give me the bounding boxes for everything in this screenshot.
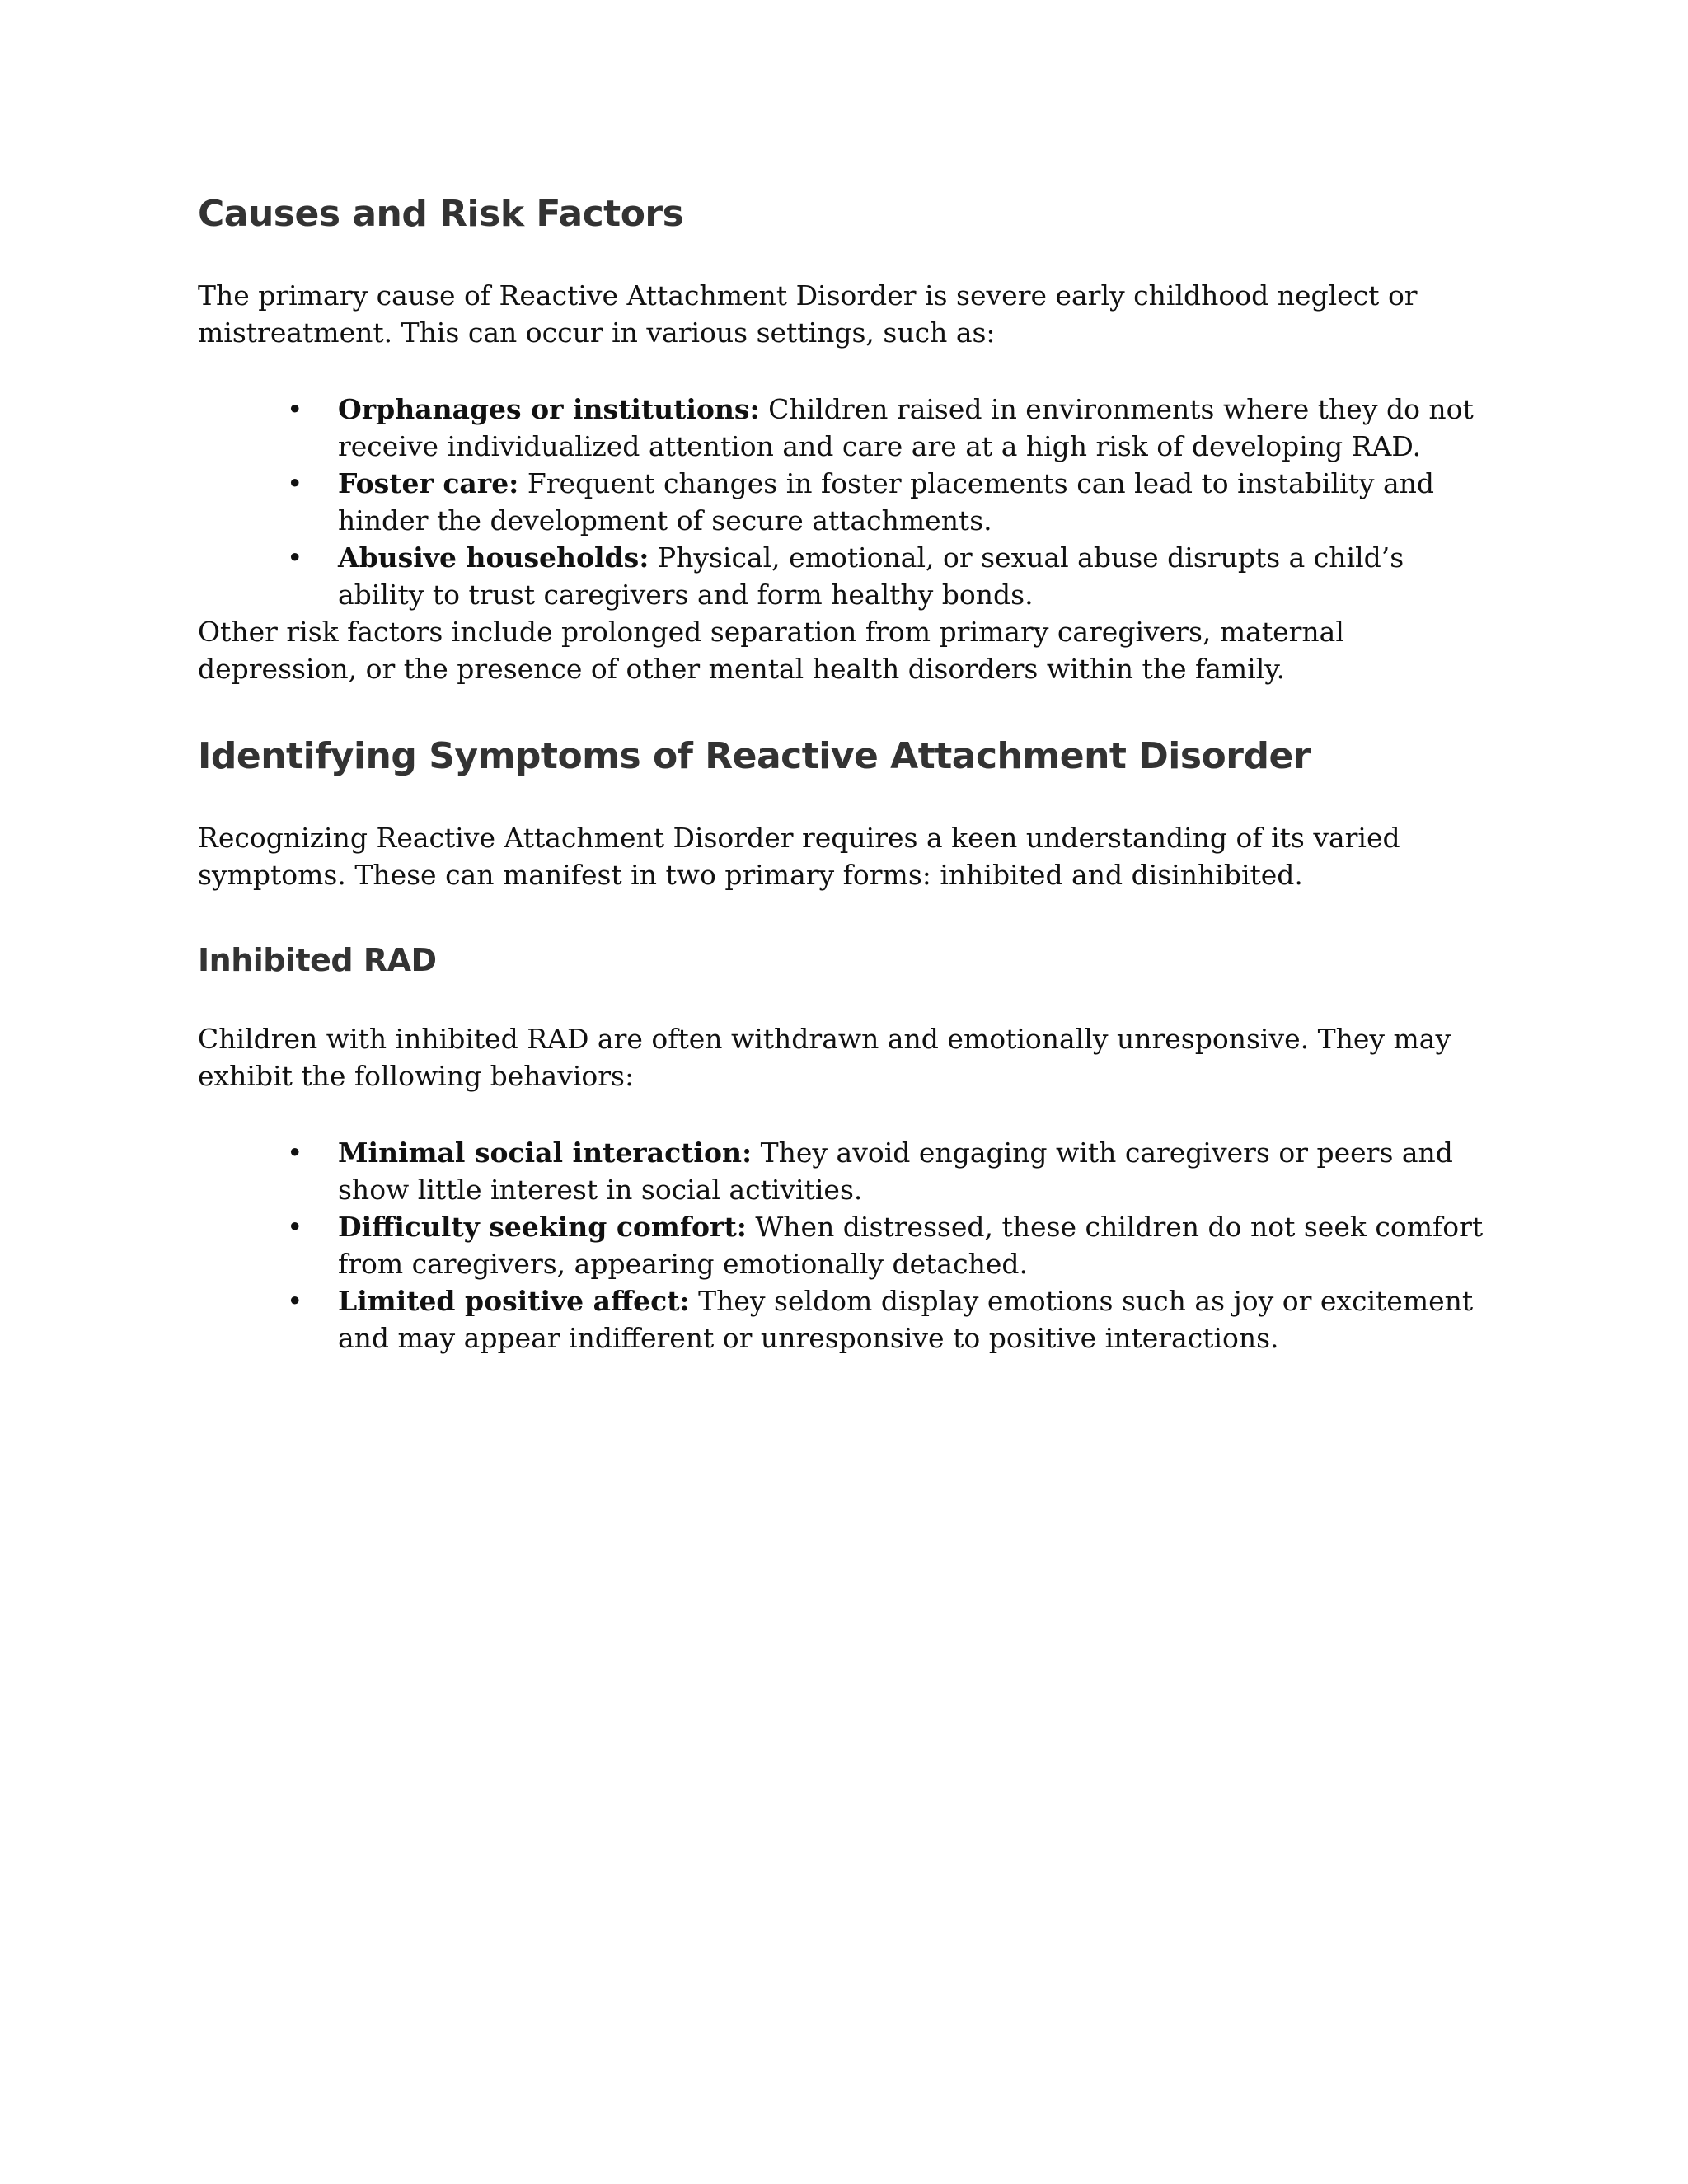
- list-item-term: Minimal social interaction:: [338, 1137, 753, 1169]
- paragraph-inhibited-intro: Children with inhibited RAD are often withdrawn and emotionally unresponsive. They may exhibit the following behaviors:: [198, 1023, 1451, 1092]
- list-item: [198, 539, 1484, 613]
- bullet-icon: •: [287, 541, 303, 574]
- paragraph-causes-outro: Other risk factors include prolonged separation from primary caregivers, maternal depression, or the presence of other mental health disorders within the family.: [198, 616, 1344, 685]
- inhibited-list: [198, 1134, 1484, 1357]
- list-item-term: Limited positive affect:: [338, 1285, 690, 1317]
- bullet-icon: •: [287, 1211, 303, 1243]
- list-item-term: Orphanages or institutions:: [338, 393, 760, 425]
- causes-list: [198, 391, 1484, 613]
- list-item-term: Abusive households:: [338, 541, 649, 574]
- list-item-text: Physical, emotional, or sexual abuse disrupts a child’s ability to trust caregivers and form healthy bonds.: [338, 541, 1404, 611]
- bullet-icon: •: [287, 467, 303, 499]
- paragraph-causes-intro: The primary cause of Reactive Attachment Disorder is severe early childhood neglect or mistreatment. This can occur in various settings, such as:: [198, 279, 1418, 349]
- bullet-icon: •: [287, 1137, 303, 1169]
- list-item-text: When distressed, these children do not seek comfort from caregivers, appearing emotionally detached.: [338, 1211, 1484, 1280]
- document-content: [198, 191, 1484, 1357]
- list-item-term: Difficulty seeking comfort:: [338, 1211, 747, 1243]
- list-item-text: Frequent changes in foster placements can lead to instability and hinder the development of secure attachments.: [338, 467, 1435, 537]
- list-item-text: They seldom display emotions such as joy or excitement and may appear indifferent or unresponsive to positive interactions.: [338, 1285, 1474, 1354]
- list-item-term: Foster care:: [338, 467, 519, 499]
- list-item: [198, 1282, 1484, 1357]
- bullet-icon: •: [287, 1285, 303, 1317]
- paragraph-symptoms-intro: Recognizing Reactive Attachment Disorder requires a keen understanding of its varied symptoms. These can manifest in two primary forms: inhibited and disinhibited.: [198, 822, 1400, 891]
- list-item: [198, 1208, 1484, 1282]
- section-heading-causes: Causes and Risk Factors: [198, 193, 684, 235]
- bullet-icon: •: [287, 393, 303, 425]
- list-item: [198, 465, 1484, 539]
- list-item-text: They avoid engaging with caregivers or peers and show little interest in social activities.: [338, 1137, 1453, 1206]
- list-item: [198, 391, 1484, 465]
- section-heading-inhibited: Inhibited RAD: [198, 942, 437, 978]
- list-item-text: Children raised in environments where they do not receive individualized attention and care are at a high risk of developing RAD.: [338, 393, 1474, 462]
- section-heading-symptoms: Identifying Symptoms of Reactive Attachment Disorder: [198, 735, 1311, 777]
- list-item: [198, 1134, 1484, 1208]
